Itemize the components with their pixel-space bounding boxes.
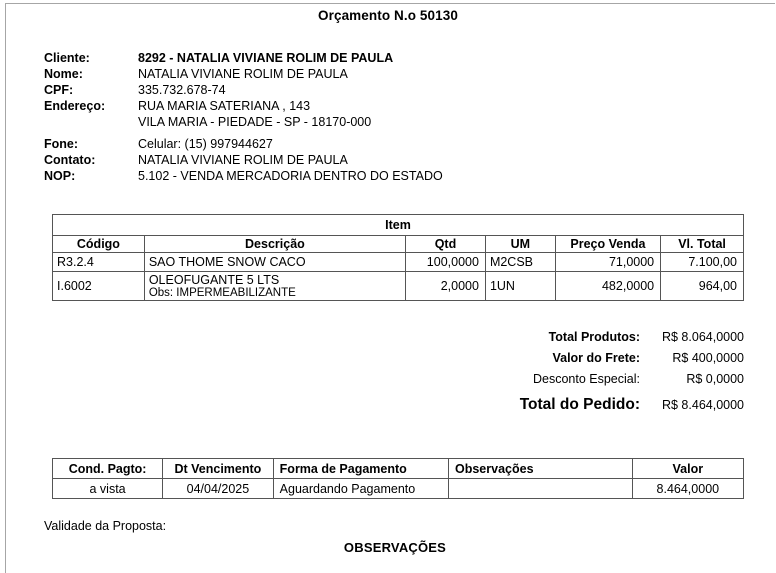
table-row bbox=[53, 479, 744, 499]
total-row-pedido bbox=[430, 396, 744, 420]
customer-info-block bbox=[44, 50, 443, 184]
payment-dt-vencimento: 04/04/2025 bbox=[163, 479, 274, 499]
customer-row-nop bbox=[44, 168, 443, 184]
item-vl-total: 964,00 bbox=[661, 272, 744, 301]
customer-value-endereco-linha2: VILA MARIA - PIEDADE - SP - 18170-000 bbox=[138, 115, 372, 129]
customer-row-cpf bbox=[44, 82, 443, 98]
items-table-span-header: Item bbox=[53, 215, 744, 236]
item-vl-total: 7.100,00 bbox=[661, 253, 744, 272]
table-row bbox=[53, 272, 744, 301]
item-qtd: 100,0000 bbox=[405, 253, 485, 272]
validade-proposta-label: Validade da Proposta: bbox=[44, 519, 167, 533]
item-descricao bbox=[144, 253, 405, 272]
customer-label-contato: Contato: bbox=[44, 153, 96, 167]
customer-row-cliente bbox=[44, 50, 443, 66]
valor-frete-value: R$ 400,0000 bbox=[672, 351, 744, 365]
items-table-header-row bbox=[53, 236, 744, 253]
customer-row-contato bbox=[44, 152, 443, 168]
customer-label-nome: Nome: bbox=[44, 67, 83, 81]
payment-observacoes bbox=[449, 479, 633, 499]
items-header-codigo: Código bbox=[53, 236, 145, 253]
customer-row-endereco-linha2 bbox=[44, 114, 443, 130]
items-table bbox=[52, 214, 744, 301]
item-codigo: R3.2.4 bbox=[53, 253, 145, 272]
item-descricao-main: SAO THOME SNOW CACO bbox=[148, 255, 306, 269]
items-header-descricao: Descrição bbox=[144, 236, 405, 253]
items-table-span-header-row bbox=[53, 215, 744, 236]
observacoes-section-title: OBSERVAÇÕES bbox=[343, 540, 447, 555]
item-descricao bbox=[144, 272, 405, 301]
customer-value-cliente: 8292 - NATALIA VIVIANE ROLIM DE PAULA bbox=[138, 51, 394, 65]
totals-block bbox=[430, 330, 744, 420]
item-um: 1UN bbox=[485, 272, 555, 301]
customer-label-cliente: Cliente: bbox=[44, 51, 90, 65]
total-produtos-value: R$ 8.064,0000 bbox=[661, 330, 744, 344]
payment-forma-pagamento: Aguardando Pagamento bbox=[273, 479, 448, 499]
customer-row-nome bbox=[44, 66, 443, 82]
item-descricao-obs: Obs: IMPERMEABILIZANTE bbox=[148, 287, 296, 299]
items-header-vl-total: Vl. Total bbox=[661, 236, 744, 253]
item-preco-venda: 71,0000 bbox=[555, 253, 660, 272]
payment-header-cond-pagto: Cond. Pagto: bbox=[53, 459, 163, 479]
customer-label-fone: Fone: bbox=[44, 137, 79, 151]
customer-label-nop: NOP: bbox=[44, 169, 76, 183]
item-qtd: 2,0000 bbox=[405, 272, 485, 301]
desconto-especial-value: R$ 0,0000 bbox=[686, 372, 744, 386]
customer-value-endereco: RUA MARIA SATERIANA , 143 bbox=[138, 99, 311, 113]
customer-value-nome: NATALIA VIVIANE ROLIM DE PAULA bbox=[138, 67, 348, 81]
item-preco-venda: 482,0000 bbox=[555, 272, 660, 301]
item-um: M2CSB bbox=[485, 253, 555, 272]
customer-value-fone: Celular: (15) 997944627 bbox=[138, 137, 273, 151]
valor-frete-label: Valor do Frete: bbox=[552, 351, 640, 365]
total-pedido-value: R$ 8.464,0000 bbox=[661, 398, 744, 412]
payment-valor: 8.464,0000 bbox=[632, 479, 743, 499]
total-row-desconto bbox=[430, 372, 744, 393]
item-codigo: I.6002 bbox=[53, 272, 145, 301]
payment-table-header-row bbox=[53, 459, 744, 479]
customer-value-nop: 5.102 - VENDA MERCADORIA DENTRO DO ESTADO bbox=[138, 169, 443, 183]
customer-row-endereco bbox=[44, 98, 443, 114]
items-header-qtd: Qtd bbox=[405, 236, 485, 253]
payment-cond-pagto: a vista bbox=[53, 479, 163, 499]
payment-header-observacoes: Observações bbox=[449, 459, 633, 479]
customer-label-endereco: Endereço: bbox=[44, 99, 106, 113]
payment-header-valor: Valor bbox=[632, 459, 743, 479]
items-header-um: UM bbox=[485, 236, 555, 253]
page-title: Orçamento N.o 50130 bbox=[318, 8, 458, 23]
customer-row-fone bbox=[44, 136, 443, 152]
customer-value-cpf: 335.732.678-74 bbox=[138, 83, 226, 97]
payment-table bbox=[52, 458, 744, 499]
customer-label-cpf: CPF: bbox=[44, 83, 74, 97]
items-header-preco-venda: Preço Venda bbox=[555, 236, 660, 253]
total-produtos-label: Total Produtos: bbox=[548, 330, 640, 344]
total-row-produtos bbox=[430, 330, 744, 351]
total-pedido-label: Total do Pedido: bbox=[519, 396, 640, 413]
desconto-especial-label: Desconto Especial: bbox=[532, 372, 640, 386]
customer-value-contato: NATALIA VIVIANE ROLIM DE PAULA bbox=[138, 153, 348, 167]
total-row-frete bbox=[430, 351, 744, 372]
table-row bbox=[53, 253, 744, 272]
payment-header-dt-vencimento: Dt Vencimento bbox=[163, 459, 274, 479]
payment-header-forma-pagamento: Forma de Pagamento bbox=[273, 459, 448, 479]
item-descricao-main: OLEOFUGANTE 5 LTS bbox=[148, 273, 280, 287]
